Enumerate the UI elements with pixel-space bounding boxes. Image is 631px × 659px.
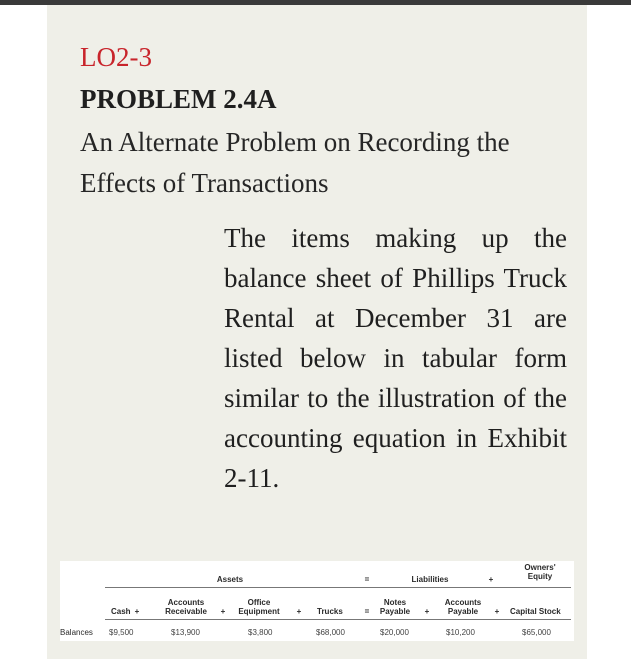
- group-liabilities: Liabilities: [411, 575, 449, 584]
- equals-sign-top: =: [364, 575, 370, 584]
- problem-body: The items making up the balance sheet of Phillips Truck Rental at December 31 are listed below in tabular form similar to the illustration of the accounting equation in Exhibit 2-11.: [224, 223, 567, 493]
- problem-subtitle: An Alternate Problem on Recording the Effects of Transactions: [80, 127, 510, 198]
- header-rule-top: [105, 587, 571, 588]
- equals-sign: =: [364, 607, 370, 616]
- plus-sign-top: +: [488, 575, 494, 584]
- header-rule-bottom: [105, 619, 571, 620]
- col-accounts-receivable: Accounts Receivable: [165, 598, 207, 616]
- group-owners-equity: Owners' Equity: [524, 563, 556, 581]
- plus-sign-4: +: [424, 607, 430, 616]
- balance-table: [60, 561, 574, 641]
- value-office-equipment: $3,800: [248, 628, 273, 637]
- value-trucks: $68,000: [316, 628, 345, 637]
- value-notes-payable: $20,000: [380, 628, 409, 637]
- learning-objective: LO2-3: [80, 42, 152, 72]
- col-trucks: Trucks: [317, 607, 343, 616]
- group-assets: Assets: [216, 575, 244, 584]
- plus-sign-5: +: [494, 607, 500, 616]
- col-cash: Cash: [111, 607, 131, 616]
- col-accounts-payable: Accounts Payable: [444, 598, 482, 616]
- plus-sign-2: +: [220, 607, 226, 616]
- value-accounts-payable: $10,200: [446, 628, 475, 637]
- problem-title: PROBLEM 2.4A: [80, 84, 277, 114]
- col-notes-payable: Notes Payable: [379, 598, 411, 616]
- col-capital-stock: Capital Stock: [510, 607, 561, 616]
- col-office-equipment: Office Equipment: [238, 598, 280, 616]
- plus-sign-3: +: [296, 607, 302, 616]
- value-cash: $9,500: [109, 628, 134, 637]
- row-label-balances: Balances: [60, 628, 93, 637]
- value-accounts-receivable: $13,900: [171, 628, 200, 637]
- value-capital-stock: $65,000: [522, 628, 551, 637]
- plus-sign-1: +: [134, 607, 140, 616]
